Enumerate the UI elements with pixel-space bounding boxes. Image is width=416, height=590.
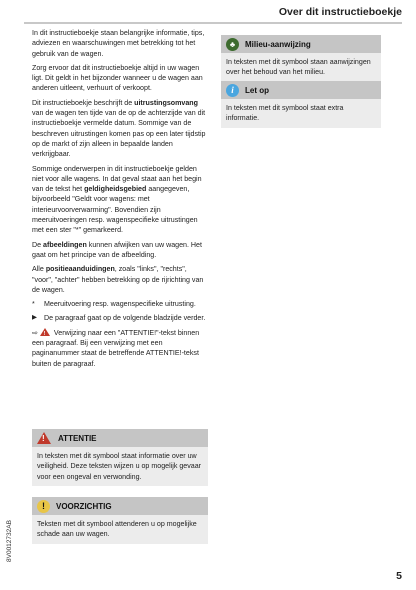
paragraph-keep-in-car: Zorg ervoor dat dit instructieboekje altijd in uw wagen ligt. Dit geldt in het bijzonder wanneer u de wagen aan anderen uitleent, verhuurt of verkoopt. <box>32 63 203 93</box>
legend-text: De paragraaf gaat op de volgende bladzijde verder. <box>44 314 206 323</box>
paragraph-reference <box>32 328 208 369</box>
bold-term: positieaanduidingen <box>45 265 115 274</box>
let-op-body: In teksten met dit symbool staat extra informatie. <box>226 104 344 123</box>
attentie-callout <box>32 429 208 486</box>
let-op-title: Let op <box>245 85 269 95</box>
exclamation-circle-icon: ! <box>37 500 50 513</box>
voorzichtig-callout <box>32 497 208 544</box>
environment-icon: ♣ <box>226 38 239 51</box>
paragraph-positions <box>32 264 208 295</box>
bold-term: afbeeldingen <box>43 240 87 249</box>
paragraph-equipment-scope <box>32 98 208 160</box>
reference-arrow-icon: ⇨ <box>32 328 38 337</box>
milieu-body: In teksten met dit symbool staan aanwijzingen over het behoud van het milieu. <box>226 58 371 77</box>
text: kunnen afwijken van uw wagen. Het gaat om het principe van de afbeelding. <box>32 240 202 259</box>
voorzichtig-title: VOORZICHTIG <box>56 501 112 511</box>
continue-arrow-icon: ▶ <box>32 314 37 322</box>
voorzichtig-body: Teksten met dit symbool attenderen u op mogelijke schade aan uw wagen. <box>37 520 197 539</box>
text: van de wagen ten tijde van de op de achterzijde van dit instructieboekje vermelde datum. Sommige van de beschreven uitrustingen komen pas op een later tijdstip op de markt of zijn alleen in bepaalde landen verkrijgbaar. <box>32 109 206 159</box>
bold-term: geldigheidsgebied <box>84 185 147 194</box>
left-column <box>32 28 208 373</box>
attentie-header <box>32 429 208 447</box>
warning-triangle-icon <box>37 432 51 444</box>
text: Verwijzing naar een "ATTENTIE!"-tekst binnen een paragraaf. Bij een verwijzing met een paginanummer staat de betreffende ATTENTIE!-tekst buiten de paragraaf. <box>32 328 200 368</box>
attentie-title: ATTENTIE <box>58 433 97 443</box>
document-code: 8V0012732AB <box>6 520 13 562</box>
text: Dit instructieboekje beschrijft de <box>32 98 135 107</box>
text: Alle <box>32 265 46 274</box>
page-number: 5 <box>396 570 402 582</box>
paragraph-images <box>32 240 208 261</box>
page-header-title: Over dit instructieboekje <box>278 6 402 18</box>
legend-text: Meeruitvoering resp. wagenspecifieke uitrusting. <box>44 300 196 309</box>
text: De <box>32 240 44 249</box>
let-op-header <box>221 81 381 99</box>
info-icon: i <box>226 84 239 97</box>
text: , zoals "links", "rechts", "voor", "achter" hebben betrekking op de rijrichting van de wagen. <box>32 265 204 294</box>
milieu-header <box>221 35 381 53</box>
legend-item-continue <box>32 313 208 323</box>
text: Sommige onderwerpen in dit instructieboekje gelden niet voor alle wagens. In dat geval staat aan het begin van de tekst het <box>32 164 202 194</box>
inline-warning-icon <box>40 328 50 336</box>
attentie-body: In teksten met dit symbool staat informatie over uw veiligheid. Deze teksten wijzen u op mogelijk gevaar voor een ongeval en verwonding. <box>37 452 202 481</box>
milieu-callout <box>221 35 381 82</box>
milieu-title: Milieu-aanwijzing <box>245 39 311 49</box>
bold-term: uitrustingsomvang <box>134 98 198 107</box>
text: aangegeven, bijvoorbeeld "Geldt voor wagens: met interieurvoorverwarming". Bovendien zijn meeruitvoeringen resp. wagenspecifieke uitrustingen met een ster "*" gemarkeerd. <box>32 185 198 235</box>
legend-item-star <box>32 299 208 309</box>
star-marker: * <box>32 300 35 309</box>
voorzichtig-header <box>32 497 208 515</box>
paragraph-intro: In dit instructieboekje staan belangrijke informatie, tips, adviezen en waarschuwingen met betrekking tot het gebruik van de wagen. <box>32 29 205 58</box>
header-divider <box>24 22 402 24</box>
let-op-callout <box>221 81 381 128</box>
paragraph-validity <box>32 164 208 236</box>
